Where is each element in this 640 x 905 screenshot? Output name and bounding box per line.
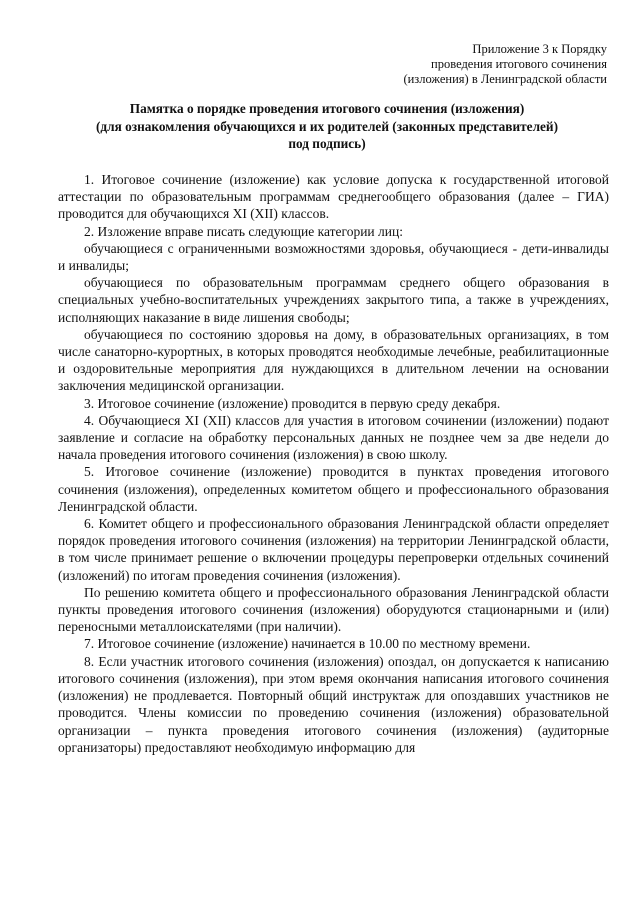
paragraph-2-item-3: обучающиеся по состоянию здоровья на дому, в образовательных организациях, в том числе санаторно-курортных, в которых проводятся необходимые лечебные, реабилитационные и оздоровительные мероприятия для нуждающихся в длительном лечении на основании заключения медицинской организации.: [58, 326, 609, 394]
paragraph-2-item-2: обучающиеся по образовательным программам среднего общего образования в специальных учебно-воспитательных учреждениях закрытого типа, а также в учреждениях, исполняющих наказание в виде лишения свободы;: [58, 275, 609, 325]
appendix-note: [347, 42, 607, 87]
paragraph-2: 2. Изложение вправе писать следующие категории лиц:: [84, 223, 403, 239]
paragraph-5: 5. Итоговое сочинение (изложение) проводится в пунктах проведения итогового сочинения (изложения), определенных комитетом общего и профессионального образования Ленинградской области.: [58, 464, 609, 514]
appendix-note-line-1: Приложение 3 к Порядку: [472, 42, 607, 56]
paragraph-4: 4. Обучающиеся XI (XII) классов для участия в итоговом сочинении (изложении) подают заявление и согласие на обработку персональных данных не позднее чем за две недели до начала проведения итогового сочинения (изложения) в свою школу.: [58, 412, 609, 463]
paragraph-6-continued: По решению комитета общего и профессионального образования Ленинградской области пункты проведения итогового сочинения (изложения) оборудуются стационарными и (или) переносными металлоискателями (при наличии).: [58, 584, 609, 635]
document-body: [58, 171, 609, 756]
title-line-3: под подпись): [288, 136, 366, 151]
document-title: [50, 100, 604, 153]
paragraph-1: 1. Итоговое сочинение (изложение) как условие допуска к государственной итоговой аттестации по образовательным программам среднегообщего образования (далее – ГИА) проводится для обучающихся XI (XII) классов.: [58, 172, 609, 222]
title-line-2: (для ознакомления обучающихся и их родителей (законных представителей): [95, 118, 559, 134]
title-line-1: Памятка о порядке проведения итогового сочинения (изложения): [129, 101, 525, 116]
paragraph-6: 6. Комитет общего и профессионального образования Ленинградской области определяет порядок проведения итогового сочинения (изложения) на территории Ленинградской области, в том числе принимает решение о включении процедуры перепроверки отдельных сочинений (изложений) по итогам проведения сочинения (изложения).: [58, 516, 609, 583]
paragraph-8: 8. Если участник итогового сочинения (изложения) опоздал, он допускается к написанию итогового сочинения (изложения), при этом время окончания написания итогового сочинения (изложения) не продлевается. Повторный общий инструктаж для опоздавших участников не проводится. Члены комиссии по проведению сочинения (изложения) образовательной организации – пункта проведения итогового сочинения (изложения) (аудиторные организаторы) предоставляют необходимую информацию для: [58, 653, 609, 755]
paragraph-2-item-1: обучающиеся с ограниченными возможностями здоровья, обучающиеся - дети-инвалиды и инвалиды;: [58, 240, 609, 274]
appendix-note-line-2: проведения итогового сочинения: [431, 57, 607, 71]
appendix-note-line-3: (изложения) в Ленинградской области: [403, 72, 607, 86]
paragraph-3: 3. Итоговое сочинение (изложение) проводится в первую среду декабря.: [84, 395, 501, 411]
paragraph-7: 7. Итоговое сочинение (изложение) начинается в 10.00 по местному времени.: [84, 636, 531, 652]
